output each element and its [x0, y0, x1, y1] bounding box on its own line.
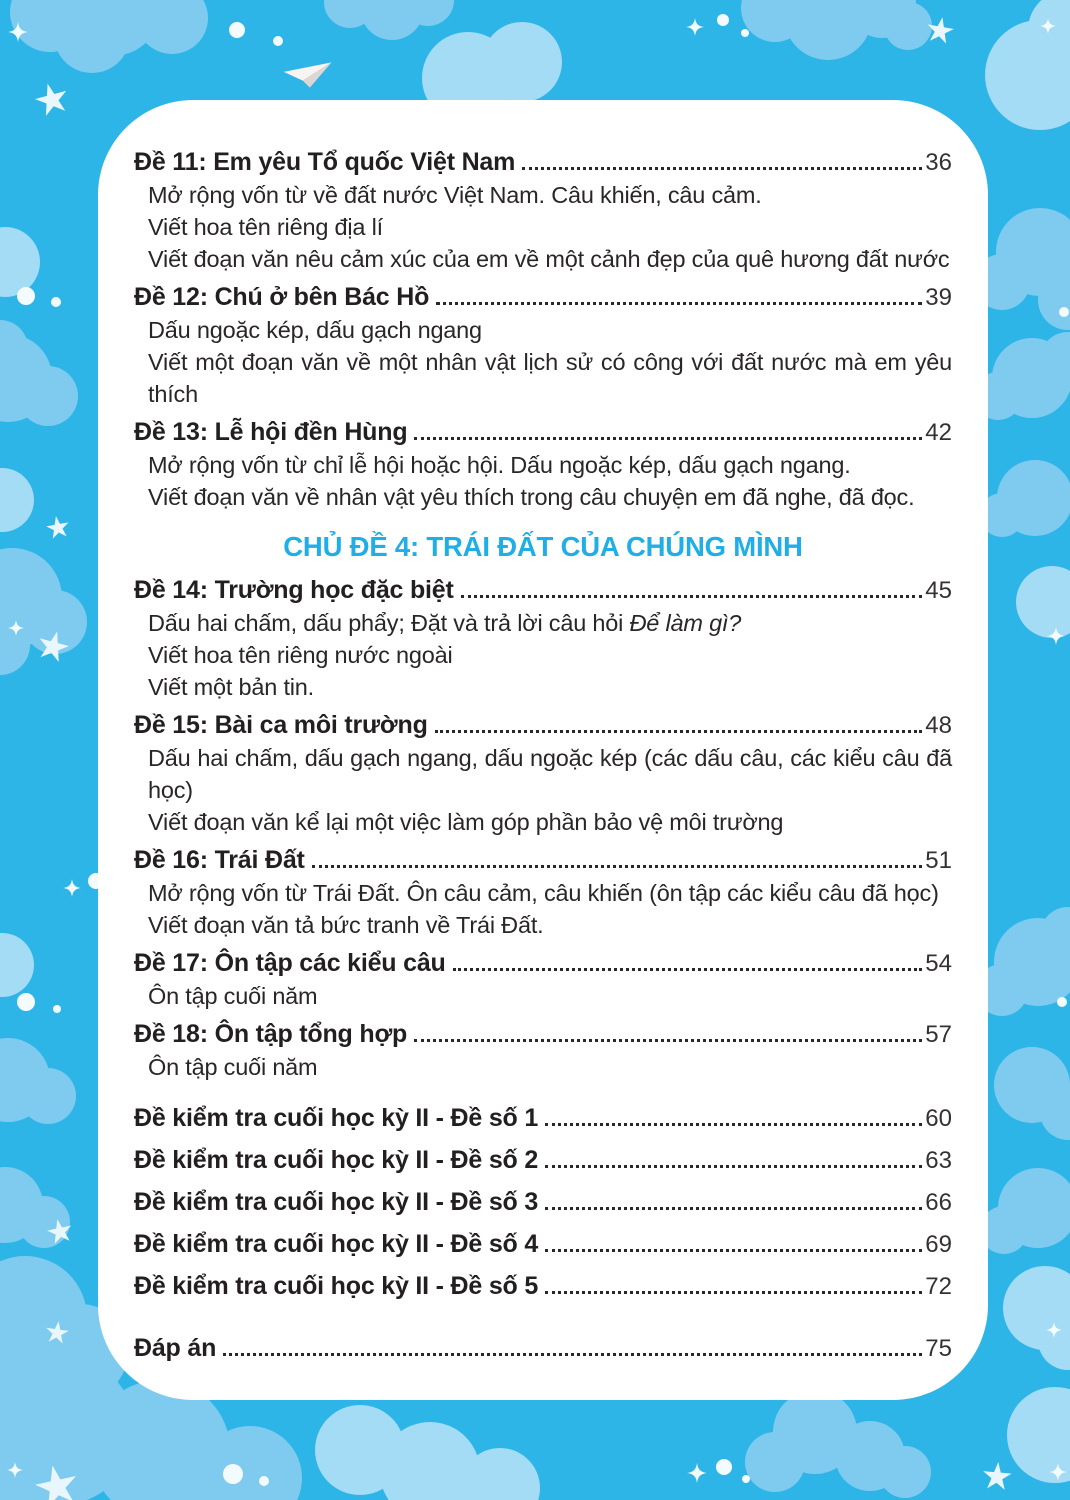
page-number: 63 [925, 1147, 952, 1174]
detail-text: Viết một bản tin. [148, 674, 314, 700]
entry-detail [134, 481, 952, 513]
detail-text: Mở rộng vốn từ chỉ lễ hội hoặc hội. Dấu ngoặc kép, dấu gạch ngang. [148, 452, 851, 478]
page-number: 51 [925, 847, 952, 874]
detail-text: Dấu hai chấm, dấu gạch ngang, dấu ngoặc kép (các dấu câu, các kiểu câu đã học) [148, 745, 952, 803]
dot-leader [312, 865, 923, 868]
paper-plane-icon [282, 56, 331, 90]
entry-title: Đề kiểm tra cuối học kỳ II - Đề số 1 [134, 1104, 539, 1132]
entry-title: Đáp án [134, 1334, 217, 1362]
entry-title: Đề 14: Trường học đặc biệt [134, 576, 454, 604]
entry-detail [134, 607, 952, 639]
entry-title: Đề kiểm tra cuối học kỳ II - Đề số 2 [134, 1146, 539, 1174]
exam-entry [134, 1143, 952, 1178]
entry-title: Đề kiểm tra cuối học kỳ II - Đề số 5 [134, 1272, 539, 1300]
dot-leader [435, 730, 923, 733]
answer-entry [134, 1330, 952, 1367]
toc-entry [134, 574, 952, 607]
entry-detail [134, 211, 952, 243]
dot-leader [414, 437, 922, 440]
toc-entry [134, 947, 952, 980]
dot-leader [436, 302, 922, 305]
detail-text: Mở rộng vốn từ Trái Đất. Ôn câu cảm, câu khiến (ôn tập các kiểu câu đã học) [148, 880, 939, 906]
entry-detail [134, 671, 952, 703]
entry-title: Đề kiểm tra cuối học kỳ II - Đề số 3 [134, 1188, 539, 1216]
entry-detail [134, 179, 952, 211]
page-number: 60 [925, 1105, 952, 1132]
dot-leader [223, 1353, 922, 1356]
entry-detail [134, 806, 952, 838]
dot-leader [453, 968, 923, 971]
exam-entry [134, 1269, 952, 1304]
detail-text: Viết đoạn văn tả bức tranh về Trái Đất. [148, 912, 544, 938]
toc-entry [134, 844, 952, 877]
entry-title: Đề kiểm tra cuối học kỳ II - Đề số 4 [134, 1230, 539, 1258]
entry-detail [134, 742, 952, 806]
chapter-heading: CHỦ ĐỀ 4: TRÁI ĐẤT CỦA CHÚNG MÌNH [283, 531, 803, 562]
detail-text: Viết đoạn văn kể lại một việc làm góp phần bảo vệ môi trường [148, 809, 784, 835]
entry-title: Đề 17: Ôn tập các kiểu câu [134, 949, 446, 977]
dot-leader [545, 1207, 922, 1210]
toc-list [134, 146, 952, 1367]
page-number: 54 [925, 950, 952, 977]
entry-title: Đề 13: Lễ hội đền Hùng [134, 418, 408, 446]
entry-title: Đề 18: Ôn tập tổng hợp [134, 1020, 408, 1048]
page-number: 57 [925, 1021, 952, 1048]
toc-entry [134, 281, 952, 314]
dot-leader [461, 595, 923, 598]
dot-leader [522, 167, 922, 170]
toc-entry [134, 146, 952, 179]
entry-title: Đề 11: Em yêu Tổ quốc Việt Nam [134, 148, 516, 176]
entry-detail [134, 243, 952, 275]
detail-text: Viết hoa tên riêng nước ngoài [148, 642, 453, 668]
detail-text: Viết hoa tên riêng địa lí [148, 214, 383, 240]
detail-text: Dấu ngoặc kép, dấu gạch ngang [148, 317, 482, 343]
page-number: 72 [925, 1273, 952, 1300]
entry-title: Đề 12: Chú ở bên Bác Hồ [134, 283, 430, 311]
detail-text: Viết một đoạn văn về một nhân vật lịch sử có công với đất nước mà em yêu thích [148, 349, 952, 407]
page-number: 48 [925, 712, 952, 739]
exam-entry [134, 1185, 952, 1220]
detail-text: Ôn tập cuối năm [148, 983, 318, 1009]
page-number: 45 [925, 577, 952, 604]
dot-leader [545, 1165, 922, 1168]
entry-detail [134, 346, 952, 410]
toc-entry [134, 416, 952, 449]
page-number: 39 [925, 284, 952, 311]
toc-card [98, 100, 988, 1400]
dot-leader [545, 1123, 922, 1126]
entry-title: Đề 16: Trái Đất [134, 846, 305, 874]
toc-entry [134, 709, 952, 742]
dot-leader [414, 1039, 922, 1042]
page-number: 42 [925, 419, 952, 446]
entry-detail [134, 909, 952, 941]
entry-detail [134, 314, 952, 346]
detail-text: Viết đoạn văn về nhân vật yêu thích trong câu chuyện em đã nghe, đã đọc. [148, 484, 915, 510]
entry-detail [134, 639, 952, 671]
entry-detail [134, 877, 952, 909]
entry-title: Đề 15: Bài ca môi trường [134, 711, 428, 739]
detail-text-italic: Để làm gì? [629, 610, 742, 636]
detail-text: Mở rộng vốn từ về đất nước Việt Nam. Câu khiến, câu cảm. [148, 182, 762, 208]
entry-detail [134, 980, 952, 1012]
entry-detail [134, 1051, 952, 1083]
dot-leader [545, 1249, 922, 1252]
toc-entry [134, 1018, 952, 1051]
detail-text: Viết đoạn văn nêu cảm xúc của em về một cảnh đẹp của quê hương đất nước [148, 246, 950, 272]
page-number: 69 [925, 1231, 952, 1258]
page-number: 66 [925, 1189, 952, 1216]
detail-text: Ôn tập cuối năm [148, 1054, 318, 1080]
dot-leader [545, 1291, 922, 1294]
detail-text: Dấu hai chấm, dấu phẩy; Đặt và trả lời câu hỏi [148, 610, 630, 636]
page-number: 75 [925, 1335, 952, 1362]
page-number: 36 [925, 149, 952, 176]
exam-entry [134, 1227, 952, 1262]
exam-entry [134, 1101, 952, 1136]
entry-detail [134, 449, 952, 481]
exam-entries-group [134, 1101, 952, 1304]
